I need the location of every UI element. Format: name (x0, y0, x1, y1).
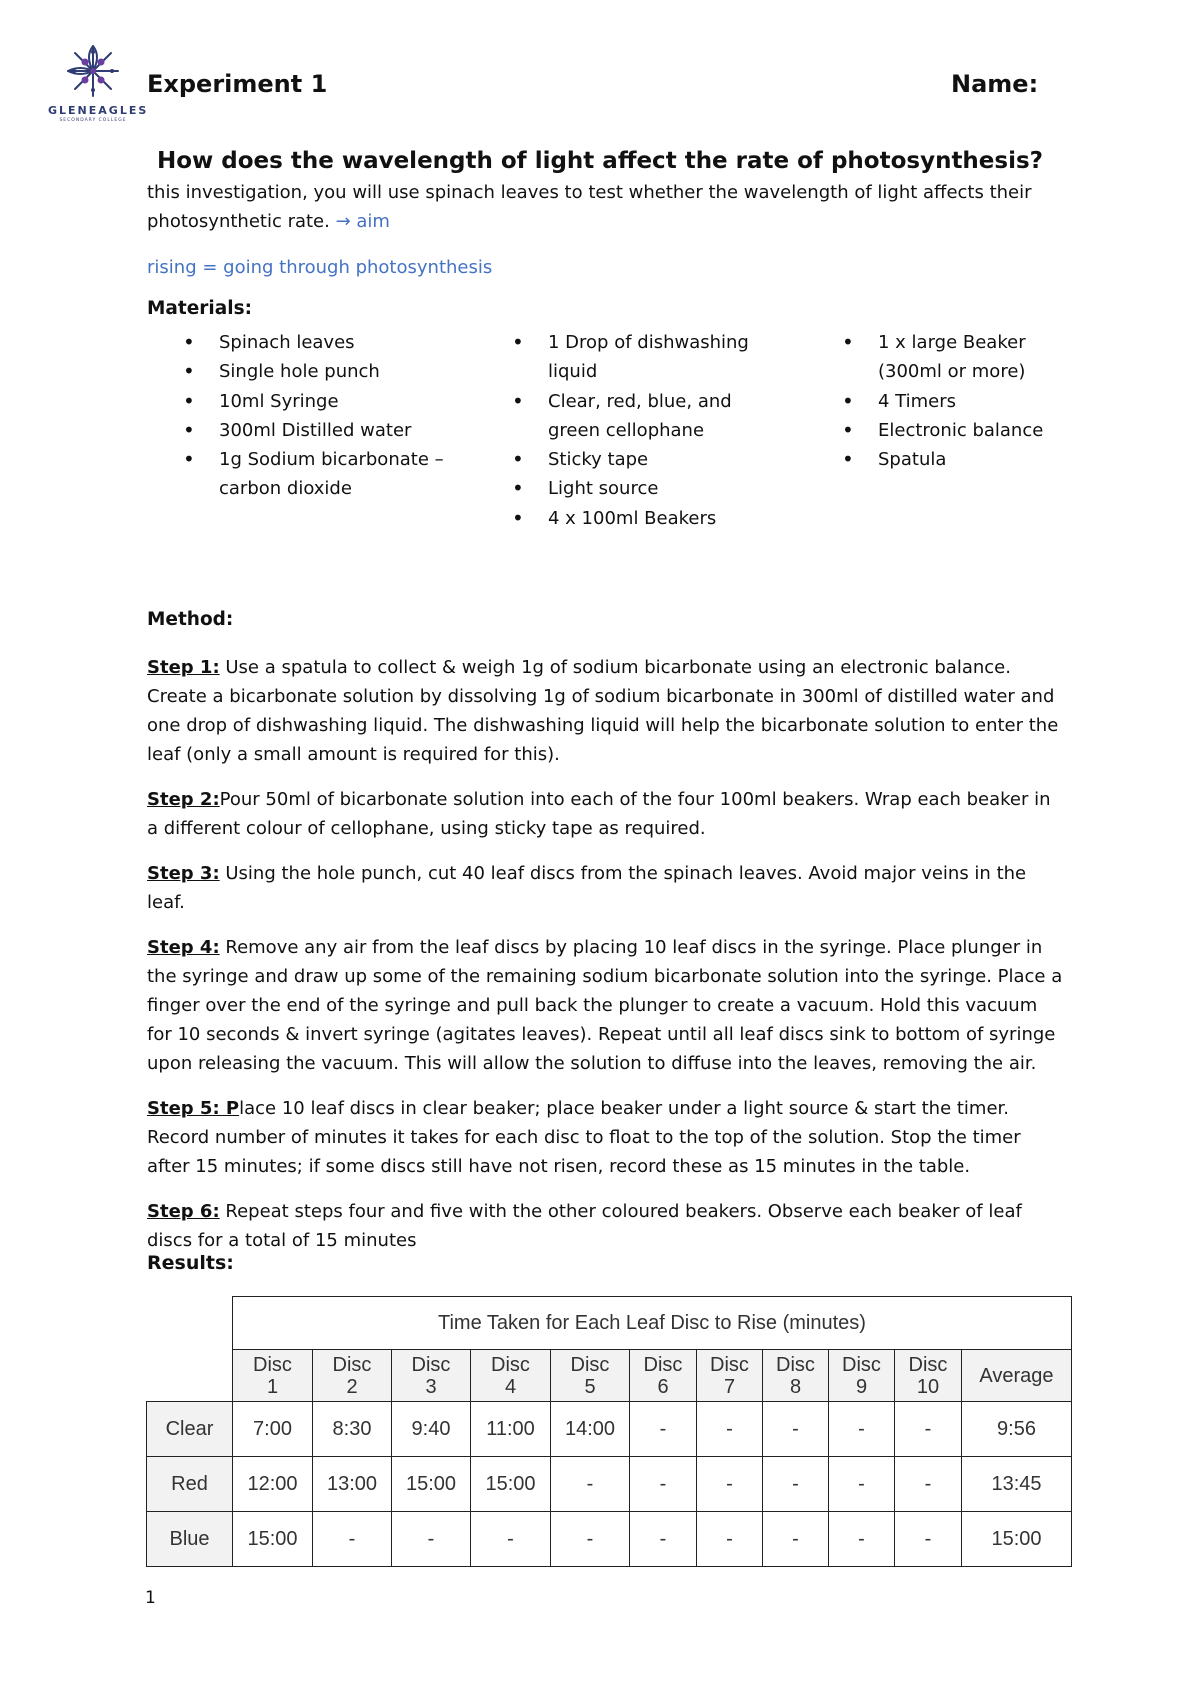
intro-line-2-text: photosynthetic rate. (147, 211, 330, 232)
column-header (697, 1350, 763, 1402)
table-cell: 11:00 (471, 1402, 551, 1457)
material-item: • Spinach leaves (147, 328, 447, 357)
column-header (630, 1350, 697, 1402)
material-item: • Clear, red, blue, and green cellophane (476, 387, 776, 446)
method-step-6 (147, 1197, 1067, 1255)
material-item: • 10ml Syringe (147, 387, 447, 416)
intro-line-2 (147, 207, 1067, 236)
name-label: Name: (951, 70, 1039, 98)
table-row (147, 1402, 1072, 1457)
column-header (763, 1350, 829, 1402)
column-header-line-2: 2 (346, 1375, 358, 1398)
table-cell: - (630, 1457, 697, 1512)
method-step-5 (147, 1094, 1067, 1181)
page-title: How does the wavelength of light affect the rate of photosynthesis? (156, 148, 1044, 174)
table-cell: - (895, 1512, 962, 1567)
column-header-line-1: Disc (570, 1353, 610, 1376)
material-item: • 300ml Distilled water (147, 416, 447, 445)
column-header-line-1: Disc (253, 1353, 292, 1376)
table-cell: - (630, 1402, 697, 1457)
column-header-line-1: Disc (908, 1353, 948, 1376)
method-step-2 (147, 785, 1067, 843)
column-header-line-2: 7 (723, 1375, 736, 1398)
table-cell: - (471, 1512, 551, 1567)
step-label: Step 6: (147, 1201, 220, 1222)
table-cell: 14:00 (551, 1402, 630, 1457)
table-cell: 9:40 (392, 1402, 471, 1457)
table-cell: - (697, 1457, 763, 1512)
column-header-line-2: 4 (504, 1375, 517, 1398)
materials-column-1 (147, 328, 447, 504)
intro-line-1: this investigation, you will use spinach leaves to test whether the wavelength of light affects their (147, 182, 1032, 203)
step-label: Step 3: (147, 863, 220, 884)
step-text: Using the hole punch, cut 40 leaf discs from the spinach leaves. Avoid major veins in the leaf. (147, 863, 1027, 913)
method-step-3 (147, 859, 1067, 917)
method-step-4 (147, 933, 1067, 1078)
material-item: • Sticky tape (476, 445, 776, 474)
experiment-title: Experiment 1 (147, 70, 328, 98)
table-cell: - (392, 1512, 471, 1567)
column-header-line-2: 1 (266, 1375, 279, 1398)
step-label: Step 5: P (147, 1098, 240, 1119)
table-cell: - (313, 1512, 392, 1567)
table-cell: - (829, 1457, 895, 1512)
table-cell: - (763, 1457, 829, 1512)
column-header-line-1: Disc (776, 1353, 815, 1376)
material-item: • Light source (476, 474, 776, 503)
step-label: Step 2: (147, 789, 220, 810)
material-item: • 1 Drop of dishwashing liquid (476, 328, 776, 387)
table-cell: 15:00 (392, 1457, 471, 1512)
row-label: Blue (147, 1512, 233, 1567)
column-header-line-1: Disc (710, 1353, 749, 1376)
table-cell: - (697, 1512, 763, 1567)
material-item: • 1g Sodium bicarbonate – carbon dioxide (147, 445, 447, 504)
step-text: Use a spatula to collect & weigh 1g of sodium bicarbonate using an electronic balance. Create a bicarbonate solution by dissolving 1g of sodium bicarbonate in 300ml of distilled water and one drop of dishwashing liquid. The dishwashing liquid will help the bicarbonate solution to enter the leaf (only a small amount is required for this). (147, 657, 1059, 765)
table-cell: - (829, 1402, 895, 1457)
table-cell: 7:00 (233, 1402, 313, 1457)
column-header (392, 1350, 471, 1402)
step-text: Repeat steps four and five with the other coloured beakers. Observe each beaker of leaf discs for a total of 15 minutes (147, 1201, 1022, 1251)
logo-subtext: SECONDARY COLLEGE (59, 118, 127, 123)
table-cell: - (763, 1512, 829, 1567)
material-item: • 4 x 100ml Beakers (476, 504, 776, 533)
column-header (233, 1350, 313, 1402)
intro-section (147, 178, 1067, 282)
method-steps (147, 653, 1067, 1271)
step-label: Step 4: (147, 937, 220, 958)
material-item: • Single hole punch (147, 357, 447, 386)
column-header-line-2: 10 (916, 1375, 940, 1398)
materials-column-3 (806, 328, 1076, 474)
table-corner (147, 1297, 233, 1402)
logo-school-name: GLENEAGLES (48, 104, 149, 117)
table-cell: 15:00 (233, 1512, 313, 1567)
school-logo (48, 40, 149, 132)
results-table (146, 1296, 1072, 1567)
column-header (829, 1350, 895, 1402)
column-header-line-2: 3 (425, 1375, 437, 1398)
table-cell: - (551, 1512, 630, 1567)
average-cell: 15:00 (962, 1512, 1072, 1567)
materials-heading: Materials: (147, 298, 252, 319)
material-item: • Spatula (806, 445, 1076, 474)
column-header-line-2: 8 (789, 1375, 802, 1398)
column-header-line-1: Disc (491, 1353, 530, 1376)
table-cell: 13:00 (313, 1457, 392, 1512)
results-heading: Results: (147, 1252, 234, 1274)
row-label: Clear (147, 1402, 233, 1457)
table-caption: Time Taken for Each Leaf Disc to Rise (minutes) (233, 1297, 1072, 1350)
material-item: • 1 x large Beaker (300ml or more) (806, 328, 1076, 387)
column-header (471, 1350, 551, 1402)
table-row (147, 1512, 1072, 1567)
aim-annotation: → aim (335, 211, 390, 232)
average-cell: 13:45 (962, 1457, 1072, 1512)
column-header-line-1: Disc (411, 1353, 451, 1376)
table-cell: - (829, 1512, 895, 1567)
column-header-line-1: Disc (842, 1353, 881, 1376)
row-label: Red (147, 1457, 233, 1512)
material-item: • Electronic balance (806, 416, 1076, 445)
table-cell: - (895, 1457, 962, 1512)
rising-note: rising = going through photosynthesis (147, 257, 493, 278)
column-header-line-1: Disc (643, 1353, 683, 1376)
table-row (147, 1457, 1072, 1512)
page-number: 1 (145, 1588, 156, 1608)
step-label: Step 1: (147, 657, 220, 678)
column-header-line-2: 9 (855, 1375, 868, 1398)
column-header (895, 1350, 962, 1402)
method-step-1 (147, 653, 1067, 769)
star-emblem-icon (60, 40, 126, 102)
average-header: Average (962, 1350, 1072, 1402)
table-cell: - (697, 1402, 763, 1457)
column-header-line-2: 5 (584, 1375, 596, 1398)
average-cell: 9:56 (962, 1402, 1072, 1457)
method-heading: Method: (147, 609, 234, 630)
step-text: Remove any air from the leaf discs by placing 10 leaf discs in the syringe. Place plunger in the syringe and draw up some of the remaining sodium bicarbonate solution into the syringe. Place a finger over the end of the syringe and pull back the plunger to create a vacuum. Hold this vacuum for 10 seconds & invert syringe (agitates leaves). Repeat until all leaf discs sink to bottom of syringe upon releasing the vacuum. This will allow the solution to diffuse into the leaves, removing the air. (147, 937, 1063, 1074)
column-header (551, 1350, 630, 1402)
column-header (313, 1350, 392, 1402)
column-header-line-1: Disc (332, 1353, 372, 1376)
table-cell: - (551, 1457, 630, 1512)
table-cell: 8:30 (313, 1402, 392, 1457)
table-cell: - (630, 1512, 697, 1567)
table-cell: 12:00 (233, 1457, 313, 1512)
step-text: lace 10 leaf discs in clear beaker; place beaker under a light source & start the timer. Record number of minutes it takes for each disc to float to the top of the solution. Stop the timer after 15 minutes; if some discs still have not risen, record these as 15 minutes in the table. (147, 1098, 1021, 1177)
column-header-line-2: 6 (657, 1375, 669, 1398)
table-cell: - (895, 1402, 962, 1457)
step-text: Pour 50ml of bicarbonate solution into each of the four 100ml beakers. Wrap each beaker in a different colour of cellophane, using sticky tape as required. (147, 789, 1051, 839)
table-cell: 15:00 (471, 1457, 551, 1512)
materials-column-2 (476, 328, 776, 533)
table-cell: - (763, 1402, 829, 1457)
material-item: • 4 Timers (806, 387, 1076, 416)
